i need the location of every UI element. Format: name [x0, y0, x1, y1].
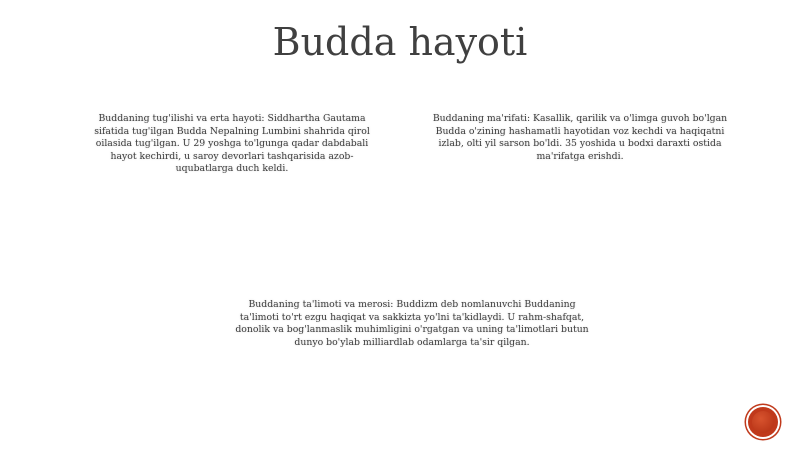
paragraph-enlightenment: Buddaning ma'rifati: Kasallik, qarilik va o'limga guvoh bo'lgan Budda o'zining hashamatli hayotidan voz kechdi va haqiqatni izlab, olti yil sarson bo'ldi. 35 yoshida u bodxi daraxti ostida ma'rifatga erishdi.	[432, 113, 728, 162]
paragraph-teachings: Buddaning ta'limoti va merosi: Buddizm deb nomlanuvchi Buddaning ta'limoti to'rt ezgu haqiqat va sakkizta yo'lni ta'kidlaydi. U rahm-shafqat, donolik va bog'lanmaslik muhimligini o'rgatgan va uning ta'limotlari butun dunyo bo'ylab milliardlab odamlarga ta'sir qilgan.	[235, 299, 589, 348]
circle-button-icon[interactable]	[748, 407, 778, 437]
slide-title: Budda hayoti	[272, 20, 528, 64]
circle-button-inner	[752, 411, 774, 433]
paragraph-early-life: Buddaning tug'ilishi va erta hayoti: Siddhartha Gautama sifatida tug'ilgan Budda Nepalning Lumbini shahrida qirol oilasida tug'ilgan. U 29 yoshga to'lgunga qadar dabdabali hayot kechirdi, u saroy devorlari tashqarisida azob-uqubatlarga duch keldi.	[94, 113, 370, 174]
